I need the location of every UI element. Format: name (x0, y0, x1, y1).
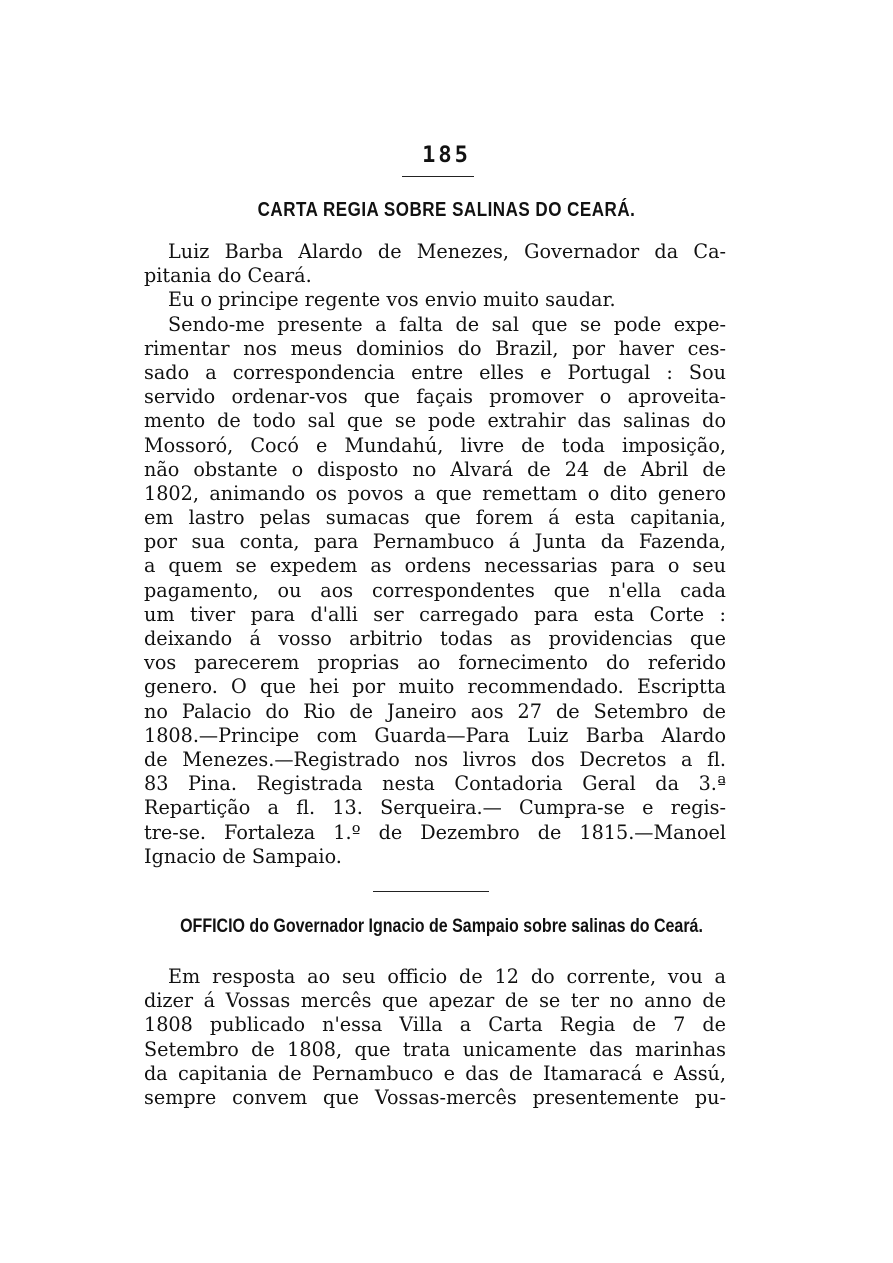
page-number: 185 (422, 143, 471, 168)
text-line: da capitania de Pernambuco e das de Itamaracá e Assú, (144, 1061, 726, 1085)
text-line: 1808 publicado n'essa Villa a Carta Regia de 7 de (144, 1013, 726, 1037)
text-line: rimentar nos meus dominios do Brazil, por haver ces- (144, 336, 726, 360)
text-line: Eu o principe regente vos envio muito saudar. (168, 288, 616, 312)
text-line: servido ordenar-vos que façais promover o aproveita- (144, 385, 726, 409)
text-line: pagamento, ou aos correspondentes que n'ella cada (144, 578, 726, 602)
text-line: Em resposta ao seu officio de 12 do corrente, vou a (168, 965, 726, 988)
text-line: 1802, animando os povos a que remettam o dito genero (144, 481, 726, 505)
text-line: mento de todo sal que se pode extrahir das salinas do (144, 409, 726, 433)
text-line: Luiz Barba Alardo de Menezes, Governador da Ca- (168, 240, 726, 263)
text-line: sado a correspondencia entre elles e Portugal : Sou (144, 360, 726, 384)
text-line: 83 Pina. Registrada nesta Contadoria Geral da 3.ª (144, 772, 726, 796)
text-line: sempre convem que Vossas-mercês presentemente pu- (144, 1085, 726, 1109)
text-line: tre-se. Fortaleza 1.º de Dezembro de 1815.—Manoel (144, 820, 726, 844)
text-line: Repartição a fl. 13. Serqueira.— Cumpra-se e regis- (144, 796, 726, 820)
section-2-title: OFFICIO do Governador Ignacio de Sampaio sobre salinas do Ceará. (180, 916, 703, 937)
page-number-underline (402, 176, 474, 177)
text-line: Setembro de 1808, que trata unicamente das marinhas (144, 1037, 726, 1061)
section-separator (373, 891, 489, 892)
text-line: não obstante o disposto no Alvará de 24 de Abril de (144, 457, 726, 481)
section-1-body (144, 240, 726, 869)
section-1-title: CARTA REGIA SOBRE SALINAS DO CEARÁ. (257, 198, 636, 221)
text-line: de Menezes.—Registrado nos livros dos Decretos a fl. (144, 747, 726, 771)
text-line: Mossoró, Cocó e Mundahú, livre de toda imposição, (144, 433, 726, 457)
text-line: em lastro pelas sumacas que forem á esta capitania, (144, 506, 726, 530)
section-2-body (144, 965, 726, 1110)
text-line: dizer á Vossas mercês que apezar de se ter no anno de (144, 989, 726, 1013)
text-line: deixando á vosso arbitrio todas as providencias que (144, 627, 726, 650)
text-line: um tiver para d'alli ser carregado para esta Corte : (144, 602, 726, 626)
text-line: genero. O que hei por muito recommendado. Escriptta (144, 675, 726, 699)
text-line: no Palacio do Rio de Janeiro aos 27 de Setembro de (144, 699, 726, 723)
text-line: 1808.—Principe com Guarda—Para Luiz Barba Alardo (144, 723, 726, 747)
text-line: por sua conta, para Pernambuco á Junta da Fazenda, (144, 530, 726, 554)
text-line: vos parecerem proprias ao fornecimento do referido (144, 651, 726, 675)
text-line: a quem se expedem as ordens necessarias para o seu (144, 554, 726, 578)
text-line: Sendo-me presente a falta de sal que se pode expe- (168, 312, 726, 336)
text-line: Ignacio de Sampaio. (144, 844, 342, 868)
text-line: pitania do Ceará. (144, 264, 312, 288)
